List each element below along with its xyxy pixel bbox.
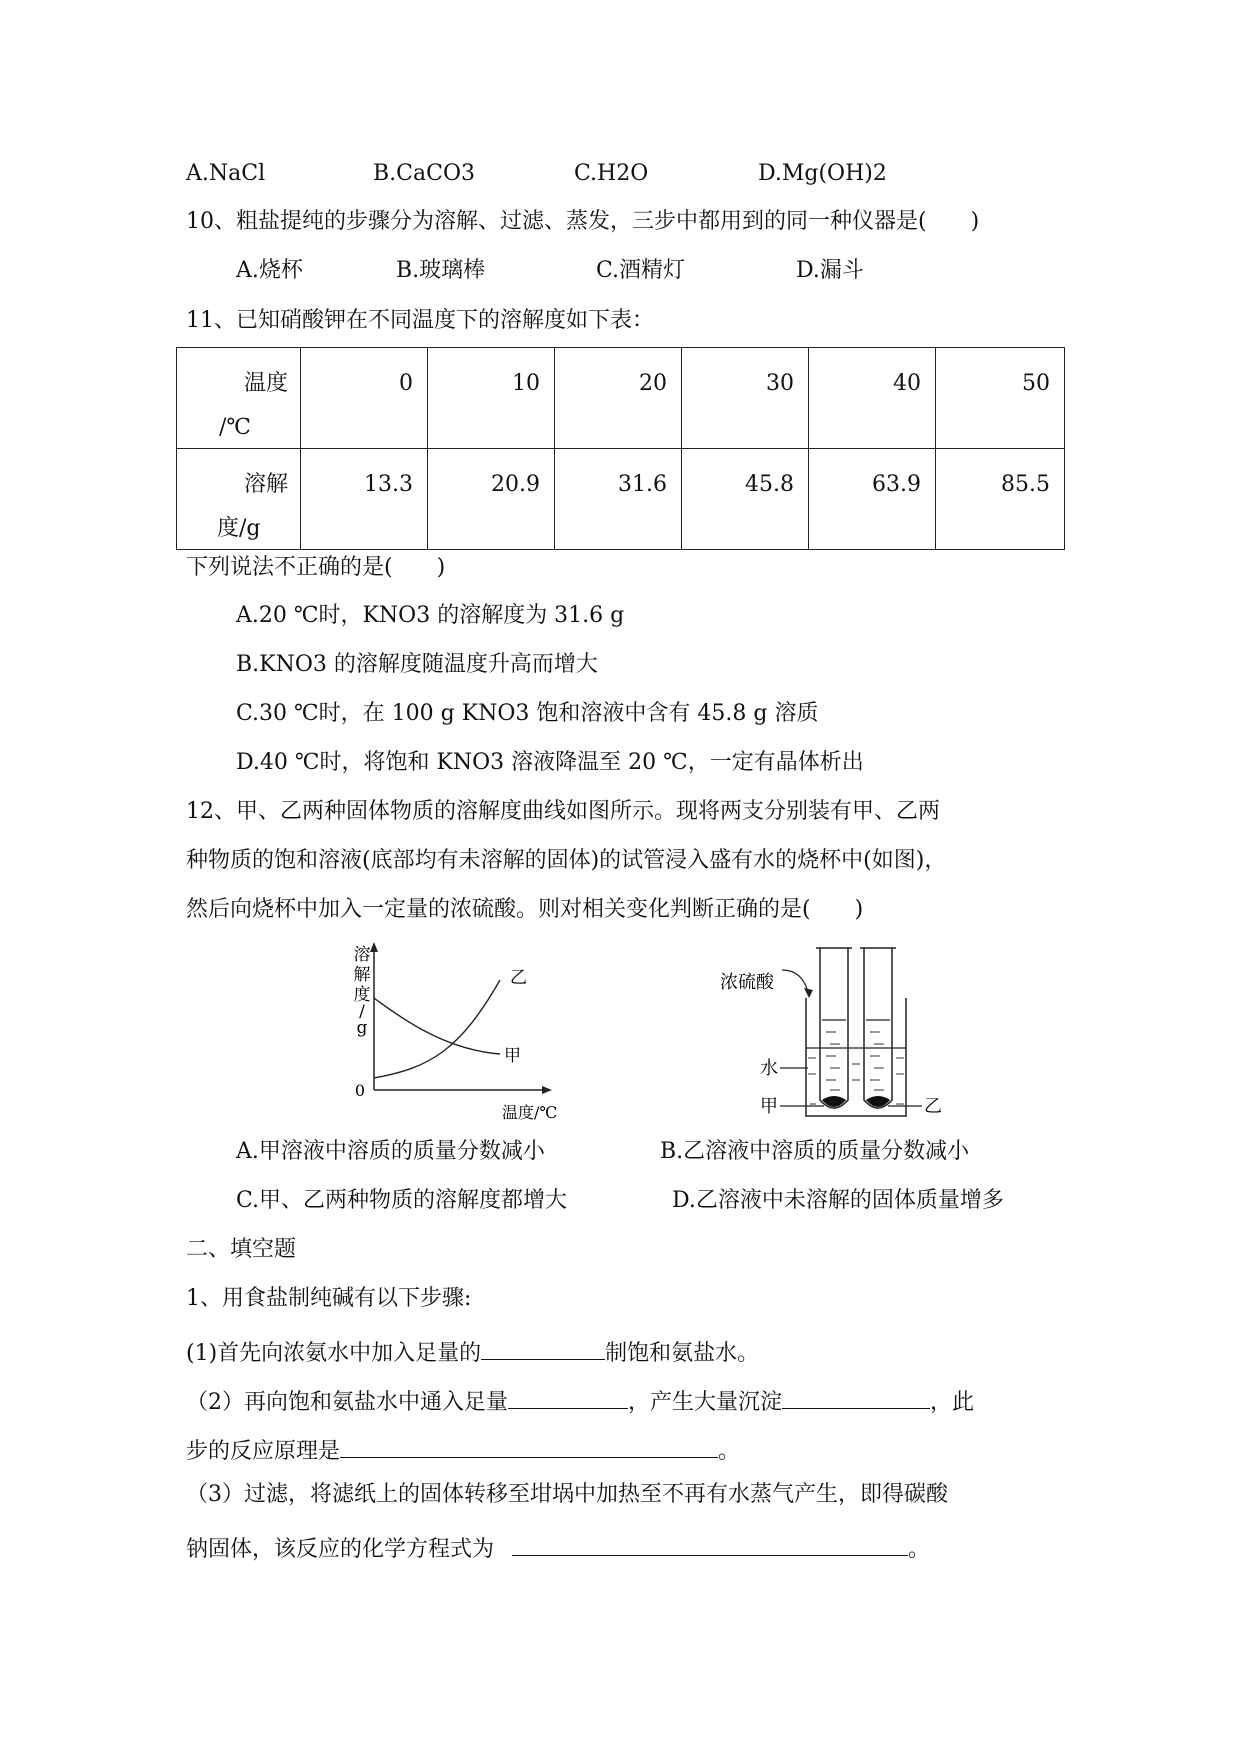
- y-axis-label-char: 度: [353, 985, 371, 1005]
- fill-q1-part2-text-c: ，此: [930, 1390, 975, 1415]
- table-header-temperature-line1: 温度: [243, 371, 288, 396]
- water-label: 水: [760, 1058, 778, 1079]
- fill-q1-part1-text-a: (1)首先向浓氨水中加入足量的: [186, 1341, 482, 1366]
- fill-q1-part1-text-b: 制饱和氨盐水。: [605, 1341, 760, 1366]
- fill-q1-part2-text-a: （2）再向饱和氨盐水中通入足量: [186, 1390, 508, 1415]
- fill-q1-part2-text-b: ，产生大量沉淀: [628, 1390, 783, 1415]
- fill-q1-part3-text-b: 钠固体，该反应的化学方程式为: [186, 1537, 495, 1562]
- test-tube-yi: [864, 948, 892, 1108]
- x-axis-label: 温度/℃: [502, 1103, 558, 1122]
- table-row-solubility: [177, 449, 1065, 550]
- fill-q1-part2-text-e: 。: [718, 1439, 741, 1464]
- y-axis-label-char: g: [356, 1018, 368, 1038]
- q10-option-a: A.烧杯: [236, 258, 303, 283]
- q10-stem: 10、粗盐提纯的步骤分为溶解、过滤、蒸发，三步中都用到的同一种仪器是( ): [186, 209, 980, 234]
- table-cell: 0: [301, 348, 428, 449]
- y-axis-label-char: /: [359, 1002, 365, 1022]
- test-tube-apparatus: [716, 940, 956, 1122]
- table-header-solubility-line2: 度/g: [217, 516, 261, 541]
- curve-jia-label: 甲: [504, 1046, 521, 1066]
- q12-option-c: C.甲、乙两种物质的溶解度都增大: [236, 1188, 568, 1213]
- fill-q1-part2: [186, 1382, 974, 1418]
- liquid-hatching: [808, 1032, 904, 1104]
- answer-blank[interactable]: [512, 1529, 908, 1556]
- q11-stem: 11、已知硝酸钾在不同温度下的溶解度如下表：: [186, 308, 654, 333]
- q10-option-d: D.漏斗: [796, 258, 864, 283]
- acid-arrow: [782, 970, 808, 992]
- section-heading: 二、填空题: [186, 1237, 297, 1262]
- table-header-solubility: [177, 449, 301, 550]
- table-cell: 13.3: [301, 449, 428, 550]
- y-axis-arrow: [370, 942, 378, 952]
- q12-option-b: B.乙溶液中溶质的质量分数减小: [660, 1139, 970, 1164]
- table-cell: 10: [428, 348, 555, 449]
- q12-option-d: D.乙溶液中未溶解的固体质量增多: [672, 1188, 1004, 1213]
- table-cell: 20.9: [428, 449, 555, 550]
- q12-stem-line2: 种物质的饱和溶液(底部均有未溶解的固体)的试管浸入盛有水的烧杯中(如图)，: [186, 848, 947, 873]
- table-cell: 63.9: [809, 449, 936, 550]
- table-row-temperature: [177, 348, 1065, 449]
- q10-option-c: C.酒精灯: [596, 258, 686, 283]
- fill-q1-stem: 1、用食盐制纯碱有以下步骤:: [186, 1286, 472, 1311]
- curve-yi-label: 乙: [510, 968, 527, 988]
- table-cell: 45.8: [682, 449, 809, 550]
- y-axis-label-char: 溶: [353, 945, 371, 965]
- q10-option-b: B.玻璃棒: [396, 258, 486, 283]
- test-tube-jia: [820, 948, 848, 1108]
- fill-q1-part3-text-c: 。: [908, 1537, 931, 1562]
- q9-option-b: B.CaCO3: [373, 161, 475, 186]
- answer-blank[interactable]: [340, 1431, 718, 1458]
- q12-option-a: A.甲溶液中溶质的质量分数减小: [236, 1139, 545, 1164]
- acid-arrow-head: [804, 988, 813, 998]
- fill-q1-part3-cont: [186, 1529, 930, 1565]
- fill-q1-part1: [186, 1333, 759, 1369]
- table-cell: 31.6: [555, 449, 682, 550]
- q11-option-b: B.KNO3 的溶解度随温度升高而增大: [236, 652, 598, 677]
- table-cell: 30: [682, 348, 809, 449]
- table-cell: 85.5: [936, 449, 1065, 550]
- table-header-temperature-line2: /℃: [219, 415, 252, 440]
- curve-jia: [374, 998, 500, 1054]
- q9-option-d: D.Mg(OH)2: [758, 161, 887, 186]
- acid-label: 浓硫酸: [720, 972, 774, 993]
- q9-option-c: C.H2O: [574, 161, 649, 186]
- answer-blank[interactable]: [481, 1333, 605, 1360]
- q11-option-d: D.40 ℃时，将饱和 KNO3 溶液降温至 20 ℃，一定有晶体析出: [236, 750, 864, 775]
- x-axis-arrow: [542, 1086, 552, 1094]
- q11-question: 下列说法不正确的是( ): [186, 555, 446, 580]
- table-header-solubility-line1: 溶解: [243, 472, 288, 497]
- answer-blank[interactable]: [782, 1382, 930, 1409]
- q9-option-a: A.NaCl: [186, 161, 266, 186]
- fill-q1-part2-text-d: 步的反应原理是: [186, 1439, 341, 1464]
- table-cell: 50: [936, 348, 1065, 449]
- jia-label: 甲: [760, 1096, 778, 1117]
- y-axis-label-char: 解: [353, 965, 371, 985]
- q11-option-a: A.20 ℃时，KNO3 的溶解度为 31.6 g: [236, 603, 625, 628]
- q12-stem-line3: 然后向烧杯中加入一定量的浓硫酸。则对相关变化判断正确的是( ): [186, 897, 864, 922]
- origin-label: 0: [354, 1081, 366, 1100]
- fill-q1-part2-cont: [186, 1431, 740, 1467]
- beaker: [806, 998, 906, 1116]
- q11-option-c: C.30 ℃时，在 100 g KNO3 饱和溶液中含有 45.8 g 溶质: [236, 701, 819, 726]
- solubility-table: [176, 347, 1065, 550]
- table-header-temperature: [177, 348, 301, 449]
- curve-yi: [374, 980, 500, 1078]
- table-cell: 40: [809, 348, 936, 449]
- fill-q1-part3: （3）过滤，将滤纸上的固体转移至坩埚中加热至不再有水蒸气产生，即得碳酸: [186, 1482, 948, 1507]
- q12-stem-line1: 12、甲、乙两种固体物质的溶解度曲线如图所示。现将两支分别装有甲、乙两: [186, 799, 940, 824]
- yi-label: 乙: [924, 1096, 942, 1117]
- solubility-curve-graph: [340, 940, 580, 1122]
- table-cell: 20: [555, 348, 682, 449]
- answer-blank[interactable]: [508, 1382, 628, 1409]
